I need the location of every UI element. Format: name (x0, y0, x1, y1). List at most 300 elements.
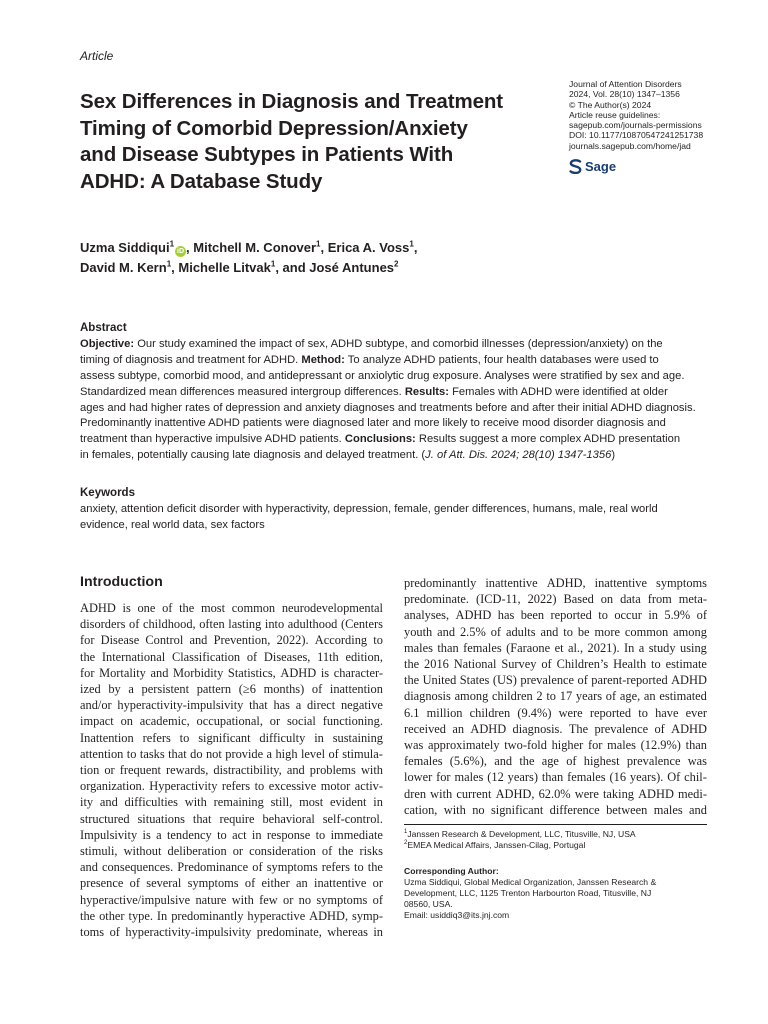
word: data (620, 592, 641, 607)
word: a (156, 827, 162, 842)
abstract-line (80, 416, 708, 432)
body-text-line (80, 892, 383, 908)
footnote-divider (404, 824, 707, 825)
word: current (456, 786, 492, 801)
word: (ICD-11, (476, 592, 521, 607)
word: symptoms (316, 892, 368, 907)
word: or (232, 844, 244, 859)
author-separator: , and (275, 260, 310, 275)
word: childhood, (142, 617, 196, 632)
word: ized (80, 682, 101, 697)
body-column-left (80, 600, 383, 940)
word: males (653, 802, 683, 817)
word: to (638, 705, 648, 720)
abstract-text: Standardized mean differences measured intergroup differences. (80, 385, 405, 398)
word: Predominance (177, 860, 249, 875)
word: 2022). (276, 633, 309, 648)
word: more (594, 624, 620, 639)
word: evident (329, 795, 367, 810)
word: that (168, 746, 187, 761)
body-text-line (404, 705, 707, 721)
word: level (300, 746, 326, 761)
author-line (80, 258, 700, 278)
word: Inattention (80, 730, 134, 745)
word: two-fold (504, 738, 547, 753)
author-list (80, 238, 700, 278)
word: other (99, 908, 125, 923)
body-text-line (80, 713, 383, 729)
word: behavioral (262, 811, 315, 826)
word: and (99, 795, 118, 810)
word: lasting (228, 617, 262, 632)
word: to (179, 730, 190, 745)
word: with (231, 892, 254, 907)
body-text-line (404, 769, 707, 785)
publisher-name: Sage (585, 159, 617, 174)
word: no (472, 802, 485, 817)
word: study (648, 640, 676, 655)
word: into (264, 617, 285, 632)
word: the (80, 649, 96, 664)
word: 2016 (424, 657, 449, 672)
abstract-line (80, 448, 708, 464)
word: few (259, 892, 278, 907)
word: ADHD (280, 665, 317, 680)
word: structured (80, 811, 130, 826)
body-text-line (80, 827, 383, 843)
word: was (687, 754, 707, 769)
word: Hyperactivity (149, 779, 218, 794)
word: motor (320, 779, 351, 794)
word: (5.6%), (449, 754, 487, 769)
body-text-line (80, 665, 383, 681)
word: predominate. (404, 592, 470, 607)
word: without (123, 844, 162, 859)
word: functioning. (322, 714, 383, 729)
word: years (575, 689, 603, 704)
word: of (311, 682, 323, 697)
word: 2.5% (459, 624, 486, 639)
word: by (108, 682, 121, 697)
affiliation-number: 2 (404, 840, 408, 847)
word: According (314, 633, 368, 648)
word: organization. (80, 779, 145, 794)
abstract-text: Our study examined the impact of sex, ADHD subtype, and comorbid illnesses (depression/anxiety) on the (134, 337, 663, 350)
word: have (655, 705, 679, 720)
word: disorders (80, 617, 126, 632)
word: and (150, 665, 169, 680)
word: was (404, 738, 424, 753)
word: a (295, 698, 302, 713)
word: reported (589, 705, 632, 720)
word: 11th (317, 649, 339, 664)
word: in (373, 795, 383, 810)
word: been (520, 608, 545, 623)
abstract-text: ages and had higher rates of depression and anxiety diagnoses and treatments before and after their initial ADHD diagnosis. (80, 401, 696, 414)
word: pattern (196, 682, 232, 697)
copyright: © The Author(s) 2024 (569, 99, 652, 110)
body-text-line (80, 843, 383, 859)
word: children (492, 689, 533, 704)
body-text-line (404, 575, 707, 591)
word: consequences. (101, 860, 174, 875)
abstract-line (80, 337, 708, 353)
publisher-logo (569, 159, 616, 174)
word: females (567, 770, 606, 785)
permissions-link[interactable]: sagepub.com/journals-permissions (569, 120, 702, 131)
word: from (647, 592, 672, 607)
word: of (244, 876, 256, 891)
word: higher (551, 738, 584, 753)
introduction-heading: Introduction (80, 574, 163, 590)
word: response (266, 827, 311, 842)
word: of (696, 608, 707, 623)
body-text-line (404, 786, 707, 802)
word: social (286, 714, 316, 729)
orcid-icon[interactable]: iD (177, 248, 185, 255)
title-line: ADHD: A Database Study (80, 169, 323, 193)
keywords (80, 486, 708, 534)
word: and (189, 633, 208, 648)
affiliation-line (404, 840, 714, 851)
word: of (654, 721, 665, 736)
abstract-heading: Abstract (80, 322, 127, 334)
affiliation-marker: 1 (316, 239, 321, 249)
word: most (200, 601, 226, 615)
word: among (673, 624, 707, 639)
title-line: Timing of Comorbid Depression/Anxiety (80, 116, 468, 140)
word: youth (404, 624, 433, 639)
word: whereas (327, 925, 368, 940)
abstract (80, 321, 708, 464)
word: to (546, 689, 556, 704)
word: to (598, 608, 608, 623)
word: inattention (329, 682, 383, 697)
word: one (137, 601, 156, 615)
body-text-line (80, 794, 383, 810)
word: in (373, 925, 383, 940)
title-line: and Disease Subtypes in Patients With (80, 143, 454, 166)
word: to (126, 746, 137, 761)
word: 62.0% (538, 786, 571, 801)
abstract-line (80, 401, 708, 417)
word: difference (549, 802, 600, 817)
word: taking (602, 786, 634, 801)
word: In (156, 908, 168, 923)
word: age, (619, 689, 641, 704)
word: difficulty (259, 730, 306, 745)
word: direct (306, 698, 336, 713)
body-text-line (404, 591, 707, 607)
word: of (577, 673, 588, 688)
word: females (404, 754, 443, 769)
abstract-line (80, 432, 708, 448)
word: for (587, 738, 603, 753)
word: significant (198, 730, 251, 745)
word: Prevention, (213, 633, 271, 648)
body-text-line (80, 600, 383, 616)
word: the (404, 657, 420, 672)
word: 2021). (587, 640, 620, 655)
word: or (372, 876, 383, 891)
abstract-text: timing of diagnosis and treatment for ADHD. (80, 353, 302, 366)
word: estimate (665, 657, 707, 672)
word: distractibility, (213, 763, 282, 778)
word: of (246, 649, 258, 664)
word: to (315, 827, 326, 842)
word: an (452, 721, 465, 736)
word: impact (80, 714, 114, 729)
word: toms (80, 925, 105, 940)
affiliation-marker: 1 (169, 239, 175, 249)
word: significant (490, 802, 544, 817)
author-separator: , (171, 260, 179, 275)
word: is (142, 827, 151, 842)
word: chil- (684, 770, 707, 785)
word: inattentive (314, 876, 367, 891)
word: (12 (487, 770, 504, 785)
word: be (577, 624, 590, 639)
word: either (261, 876, 290, 891)
word: Disease (100, 633, 140, 648)
word: the (338, 844, 354, 859)
word: ADHD, (309, 908, 349, 923)
word: for (80, 633, 95, 648)
word: Health (613, 657, 647, 672)
word: that (192, 811, 212, 826)
word: with (360, 763, 383, 778)
word: males (454, 770, 484, 785)
word: attention (80, 746, 124, 761)
word: for (80, 665, 95, 680)
word: and (437, 624, 456, 639)
word: to (254, 779, 265, 794)
word: diagnosis. (512, 721, 563, 736)
word: activ- (354, 779, 383, 794)
body-text-line (404, 753, 707, 769)
abstract-citation: J. of Att. Dis. 2024; 28(10) 1347-1356 (425, 449, 612, 462)
word: and (540, 624, 559, 639)
word: require (219, 811, 255, 826)
word: in (251, 827, 262, 842)
word: predominantly (404, 576, 477, 590)
abstract-body (80, 337, 708, 464)
reuse-label: Article reuse guidelines: (569, 109, 661, 120)
word: excessive (268, 779, 317, 794)
word: (16 (609, 770, 627, 785)
word: than (685, 738, 707, 753)
word: highest (583, 754, 620, 769)
affiliation-marker: 2 (394, 259, 399, 269)
word: ADHD, (546, 576, 586, 590)
word: analyses, (404, 608, 450, 623)
author-line (80, 238, 700, 258)
word: symp- (352, 908, 383, 923)
word: tion (80, 763, 100, 778)
word: United (422, 673, 457, 688)
word: do (190, 746, 203, 761)
word: sustaining (332, 730, 383, 745)
abstract-text: treatment than hyperactive impulsive ADHD patients. (80, 433, 345, 446)
affiliation-marker: 1 (270, 259, 276, 269)
word: stimula- (342, 746, 383, 761)
word: type. (128, 908, 153, 923)
word: in (648, 608, 658, 623)
word: hyperactive/impulsive (80, 892, 191, 907)
word: immediate (330, 827, 383, 842)
word: Diseases, (263, 649, 311, 664)
word: or (283, 892, 294, 907)
body-text-line (80, 811, 383, 827)
journal-home-link[interactable]: journals.sagepub.com/home/jad (569, 140, 691, 151)
word: Of (667, 770, 681, 785)
body-text-line (404, 688, 707, 704)
word: States (459, 673, 490, 688)
word: of (321, 844, 333, 859)
word: meta- (678, 592, 707, 607)
word: ADHD (470, 721, 507, 736)
body-text-line (404, 624, 707, 640)
word: of (252, 860, 263, 875)
word: still, (270, 795, 293, 810)
word: years). (629, 770, 664, 785)
word: several (146, 876, 182, 891)
word: females (463, 640, 502, 655)
word: (9.4%) (517, 705, 552, 720)
body-text-line (80, 649, 383, 665)
word: were (574, 786, 599, 801)
word: the (404, 673, 420, 688)
word: most (299, 795, 324, 810)
word: al., (567, 640, 584, 655)
word: and (286, 763, 305, 778)
author-separator: , (186, 240, 194, 255)
word: and/or (80, 698, 112, 713)
word: consideration (249, 844, 316, 859)
word: character- (333, 665, 383, 680)
word: In (624, 640, 635, 655)
corresponding-email[interactable]: Email: usiddiq3@its.jnj.com (404, 909, 510, 920)
word: males (607, 738, 636, 753)
corresponding-author (404, 866, 714, 921)
body-text-line (80, 730, 383, 746)
keywords-line: evidence, real world data, sex factors (80, 518, 265, 531)
word: to (651, 657, 661, 672)
word: is (320, 665, 330, 680)
word: with (184, 795, 207, 810)
word: refers (142, 730, 171, 745)
body-text-line (80, 778, 383, 794)
word: using (680, 640, 707, 655)
word: than (437, 640, 459, 655)
word: parent-reported (591, 673, 668, 688)
abstract-section-label: Objective: (80, 337, 135, 350)
word: situations (137, 811, 185, 826)
word: hyperactivity-impulsivity (125, 925, 252, 940)
word: to (373, 633, 383, 648)
word: of (129, 617, 140, 632)
word: diagnosis (404, 689, 451, 704)
word: Survey (501, 657, 537, 672)
word: occur (614, 608, 642, 623)
body-text-line (80, 908, 383, 924)
abstract-text: ) (611, 449, 616, 462)
word: children (469, 705, 511, 720)
word: and (689, 802, 707, 817)
word: negative (340, 698, 383, 713)
author-name: Erica A. Voss (327, 240, 410, 255)
affiliation-text: Janssen Research & Development, LLC, Titusville, NJ, USA (407, 829, 636, 839)
word: stimuli, (80, 844, 118, 859)
word: symptoms (187, 876, 239, 891)
word: predominantly (171, 908, 244, 923)
word: self-control. (322, 811, 383, 826)
word: 2 (536, 689, 543, 704)
word: of (566, 754, 577, 769)
word: neurodevelopmental (281, 601, 383, 615)
word: (Faraone (506, 640, 551, 655)
author-separator: , (320, 240, 328, 255)
word: of (129, 876, 140, 891)
word: of (372, 892, 383, 907)
word: and (494, 754, 513, 769)
doi[interactable]: DOI: 10.1177/10870547241251738 (569, 130, 704, 141)
word: symptoms (656, 576, 707, 590)
body-text-line (404, 640, 707, 656)
body-text-line (80, 697, 383, 713)
affiliation-line (404, 829, 714, 840)
word: presence (80, 876, 124, 891)
word: ADHD (80, 601, 116, 615)
body-text-line (404, 737, 707, 753)
word: of (162, 601, 173, 615)
word: remaining (213, 795, 264, 810)
word: Statistics, (227, 665, 276, 680)
word: years) (507, 770, 538, 785)
word: in (314, 730, 324, 745)
word: provide (225, 746, 264, 761)
word: of (605, 689, 617, 704)
word: lower (404, 770, 433, 785)
abstract-text: Results suggest a more complex ADHD presentation (415, 433, 681, 446)
word: edition, (345, 649, 383, 664)
corresponding-line: Development, LLC, 1125 Trenton Harbourton Road, Titusville, NJ (404, 887, 652, 898)
word: 6.1 (404, 705, 420, 720)
word: to (354, 860, 364, 875)
word: adulthood (287, 617, 338, 632)
word: ADHD (671, 721, 707, 736)
word: (Centers (340, 617, 383, 632)
word: ADHD (671, 673, 707, 688)
abstract-text: assess subtype, comorbid mood, and antidepressant or anxiolytic drug exposure. Analyses were stratified by sex and age. (80, 369, 685, 382)
word: age (541, 754, 559, 769)
affiliation-text: EMEA Medical Affairs, Janssen-Cilag, Portugal (407, 839, 586, 850)
word: ADHD, (495, 786, 535, 801)
word: to (217, 827, 227, 842)
word: predominate, (256, 925, 322, 940)
word: prevalence (520, 673, 575, 688)
word: Children’s (556, 657, 609, 672)
word: of (490, 624, 502, 639)
title-line: Sex Differences in Diagnosis and Treatment (80, 90, 504, 113)
word: the (179, 601, 195, 615)
body-text-line (80, 681, 383, 697)
word: that (249, 698, 268, 713)
word: inattentive (594, 576, 647, 590)
affiliation-marker: 1 (409, 239, 414, 249)
word: Based (563, 592, 594, 607)
word: prevalence (626, 754, 681, 769)
